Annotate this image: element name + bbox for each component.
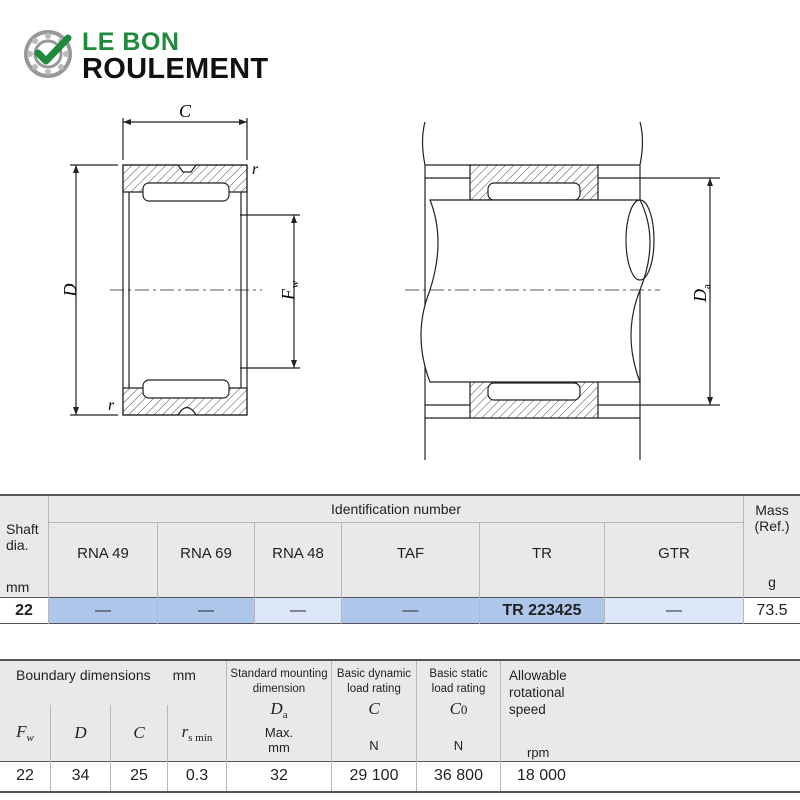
cell-gtr: — <box>605 598 744 624</box>
bearing-drawing <box>0 90 800 470</box>
brand-line2: ROULEMENT <box>82 53 269 85</box>
mass-value: 73.5 <box>744 598 800 624</box>
brand-logo <box>24 26 304 86</box>
cell-taf: — <box>342 598 480 624</box>
label-r-bottom: r <box>108 397 115 414</box>
boundary-header: Boundary dimensions mm $F_w$ D C $r_{s min}$ <box>0 660 227 762</box>
val-speed: 18 000 <box>501 762 800 792</box>
val-Da: 32 <box>227 762 332 792</box>
needle-top <box>143 183 229 201</box>
label-Da-sub: a <box>701 284 713 289</box>
identification-table <box>0 494 800 624</box>
cell-rna48: — <box>255 598 342 624</box>
cell-tr: TR 223425 <box>480 598 605 624</box>
static-load-header: Basic static load rating C0 N <box>417 660 501 762</box>
sym-D: D <box>51 705 111 761</box>
dimensions-table <box>0 659 800 793</box>
label-Da: D <box>690 289 710 302</box>
label-C: C <box>178 101 192 121</box>
dyn-load-header: Basic dynamic load rating C N <box>332 660 417 762</box>
sym-Fw: $F_w$ <box>16 722 34 744</box>
cell-rna69: — <box>158 598 255 624</box>
shaft <box>421 200 650 382</box>
needle-bottom <box>143 380 229 398</box>
shaft-value: 22 <box>15 601 33 619</box>
val-C: 25 <box>111 762 168 792</box>
val-C0: 36 800 <box>417 762 501 792</box>
col-gtr: GTR <box>605 523 744 597</box>
val-D: 34 <box>51 762 111 792</box>
col-rna69: RNA 69 <box>158 523 255 597</box>
val-Fw: 22 <box>16 767 34 785</box>
bearing-check-icon <box>24 28 76 80</box>
col-rna48: RNA 48 <box>255 523 342 597</box>
mass-header: Mass (Ref.) g <box>744 495 800 598</box>
val-r: 0.3 <box>168 762 227 792</box>
shaft-dia-header: Shaft dia. mm <box>6 521 39 595</box>
label-Fw: F <box>278 289 298 300</box>
label-D: D <box>60 283 80 297</box>
col-tr: TR <box>480 523 605 597</box>
sym-C: C <box>111 705 168 761</box>
cell-rna49: — <box>49 598 158 624</box>
col-taf: TAF <box>342 523 480 597</box>
std-mount-header: Standard mounting dimension $D_a$ Max. mm <box>227 660 332 762</box>
col-rna49: RNA 49 <box>77 545 129 562</box>
val-Cdyn: 29 100 <box>332 762 417 792</box>
brand-line1: LE BON <box>82 28 180 56</box>
label-Fw-sub: w <box>289 280 301 288</box>
speed-header: Allowable rotational speed rpm <box>501 660 800 762</box>
identification-header: Identification number RNA 49 RNA 69 RNA 48 TAF TR GTR <box>49 495 744 598</box>
label-r-top: r <box>252 161 259 178</box>
sym-r: $r_{s min}$ <box>168 705 227 761</box>
